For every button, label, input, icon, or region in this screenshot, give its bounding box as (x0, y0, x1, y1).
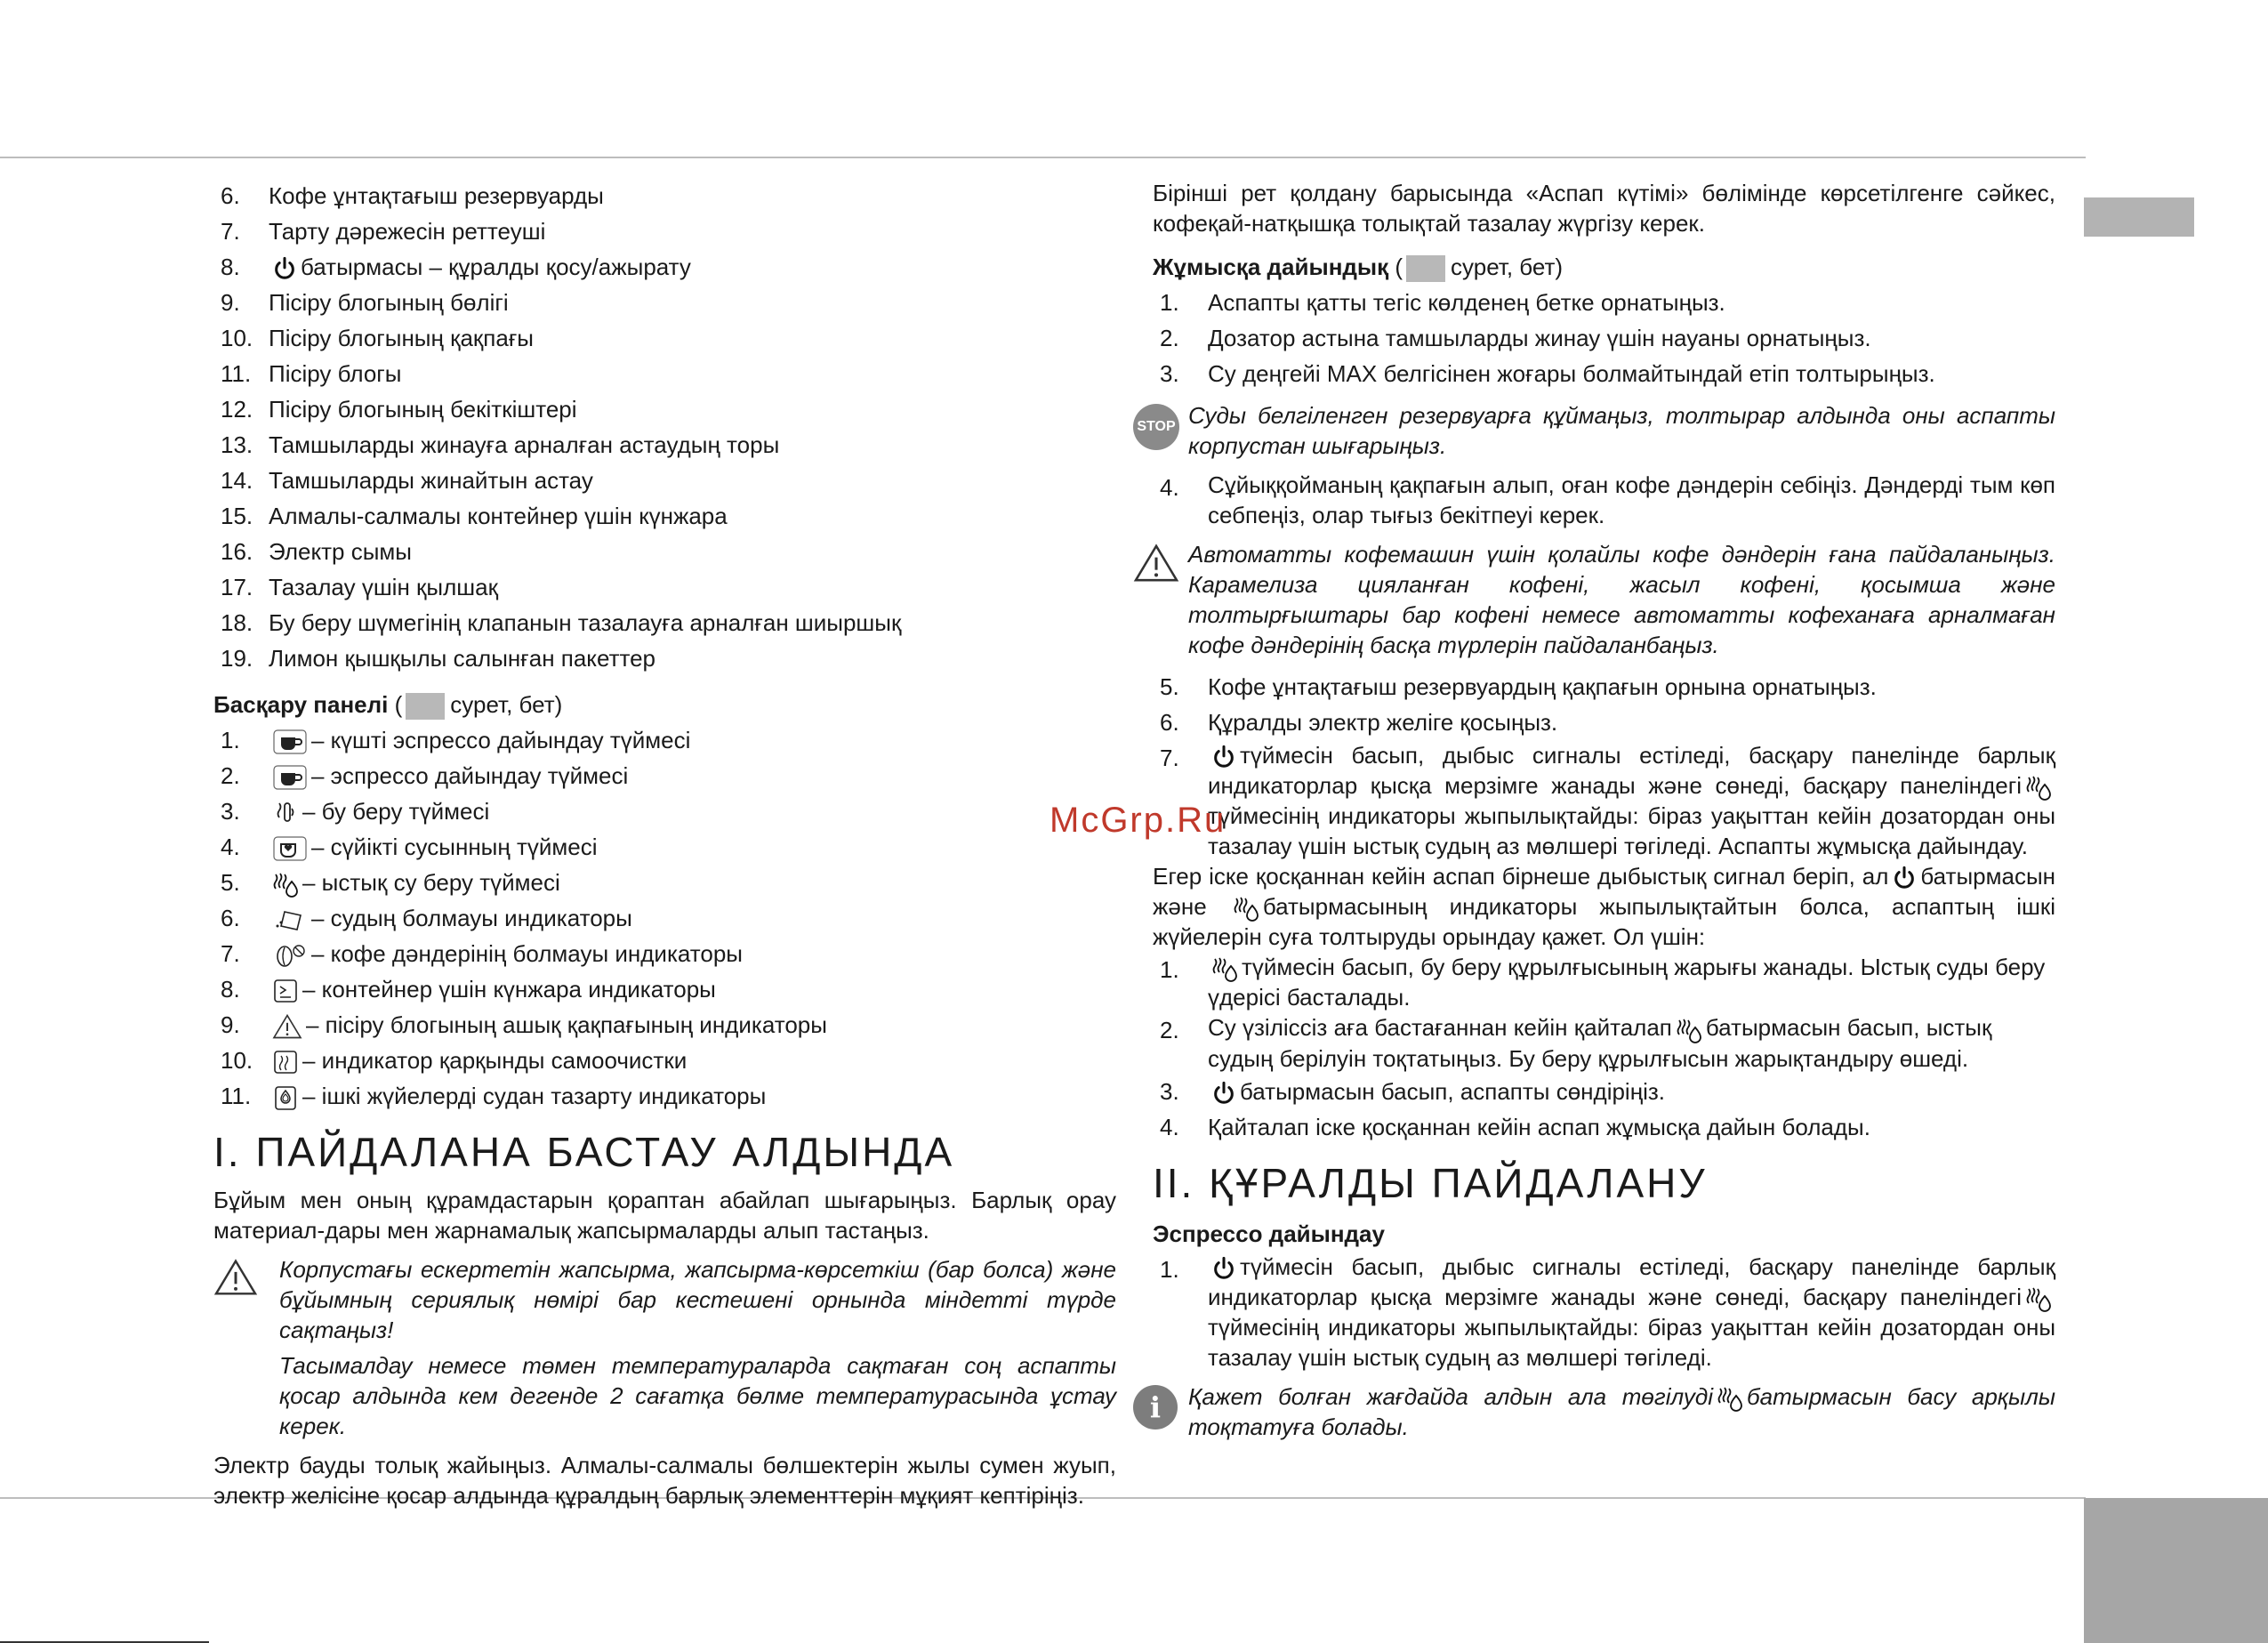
list-item: 3. Су деңгейі MAX белгісінен жоғары болмайтындай етіп толтырыңыз. (1160, 360, 1935, 387)
preparation-heading: Жұмысқа дайындық ( сурет, бет) (1153, 249, 2055, 285)
list-item: 9. Пісіру блогының бөлігі (221, 289, 509, 316)
list-item: 6. – судың болмауы индикаторы (213, 900, 1116, 936)
list-item: 7. түймесін басып, дыбыс сигналы естіледі, басқару панелінде барлық индикаторлар қысқа мерзімге жанады және сөнеді, басқару панеліндегітүймесінің индикаторы жыпылықтайды: біраз уақыттан кейін дозатордан оны тазалау үшін ыстық судың аз мөлшері төгіледі. Аспапты жұмысқа дайындау. (1160, 742, 2055, 860)
left-column (213, 178, 1116, 1510)
list-item: 7. – кофе дәндерінің болмауы индикаторы (213, 936, 1116, 971)
hot-water-icon (1233, 895, 1259, 922)
hot-water-icon (2025, 774, 2052, 801)
hot-water-icon (272, 871, 299, 898)
first-use-paragraph: Бірінші рет қолдану барысында «Аспап күтімі» бөлімінде көрсетілгенге сәйкес, кофеқай-натқышқа толықтай тазалау жүргізу керек. (1153, 180, 2055, 237)
list-item: 16. Электр сымы (221, 538, 412, 565)
list-item: 11. – ішкі жүйелерді судан тазарту индикаторы (213, 1078, 1116, 1114)
power-icon (272, 256, 297, 281)
list-item: 2. Дозатор астына тамшыларды жинау үшін науаны орнатыңыз. (1160, 325, 1871, 351)
cord-paragraph: Электр бауды толық жайыңыз. Алмалы-салмалы бөлшектерін жылы сумен жуып, электр желісіне қосар алдында құралдың барлық элементтерін мұқият кептіріңіз. (213, 1452, 1116, 1509)
drain-icon (272, 1084, 299, 1111)
corner-page-block (2084, 1498, 2268, 1643)
steam-icon (272, 800, 299, 826)
figure-ref-box (406, 693, 445, 720)
list-item: 3. батырмасын басып, аспапты сөндіріңіз. (1160, 1077, 1665, 1105)
list-item: 1. Аспапты қатты тегіс көлденең бетке орнатыңыз. (1160, 289, 1725, 316)
conditional-paragraph: Егер іске қосқаннан кейін аспап бірнеше дыбыстық сигнал беріп, ал батырмасын және батырмасының индикаторы жыпылықтайтын болса, аспаптың ішкі жүйелерін суға толтыруды орындау қажет. Ол үшін: (1153, 863, 2055, 951)
list-item: 1. түймесін басып, дыбыс сигналы естіледі, басқару панелінде барлық индикаторлар қысқа мерзімге жанады және сөнеді, басқару панеліндегітүймесінің индикаторы жыпылықтайды: біраз уақыттан кейін дозатордан оны тазалау үшін ыстық судың аз мөлшері төгіледі. (1160, 1252, 2055, 1371)
list-item: 14. Тамшыларды жинайтын астау (221, 467, 593, 494)
fill-steps (1153, 952, 2055, 1144)
list-item: 2. – эспрессо дайындау түймесі (213, 758, 1116, 793)
components-list (213, 178, 1116, 676)
info-note: i Қажет болған жағдайда алдын ала төгілуді батырмасын басу арқылы тоқтатуға болады. (1153, 1381, 2055, 1442)
no-beans-icon (272, 942, 308, 969)
info-icon: i (1133, 1385, 1178, 1430)
prep-steps (1153, 285, 2055, 391)
espresso-heading: Эспрессо дайындау (1153, 1220, 1385, 1247)
list-item: 15. Алмалы-салмалы контейнер үшін күнжара (221, 503, 728, 529)
list-item: 18. Бу беру шүмегінің клапанын тазалауға арналған шиыршық (221, 609, 902, 636)
list-item: 2. Су үзіліссіз аға бастағаннан кейін қайталап батырмасын басып, ыстық судың берілуін тоқтатыңыз. Бу беру құрылғысын жарықтандыру өшеді. (1160, 1014, 1992, 1072)
warning-icon (272, 1013, 302, 1040)
list-item: 6. Кофе ұнтақтағыш резервуарды (221, 182, 604, 209)
figure-ref-box (1406, 255, 1445, 282)
hot-water-icon (1676, 1017, 1702, 1043)
list-item: 8. – контейнер үшін күнжара индикаторы (213, 971, 1116, 1007)
list-item: 4. Сұйыққойманың қақпағын алып, оған кофе дәндерін себіңіз. Дәндерді тым көп себпеңіз, олар тығыз бекітпеуі керек. (1160, 471, 2055, 528)
stop-icon: STOP (1133, 404, 1179, 450)
list-item: 10. Пісіру блогының қақпағы (221, 325, 534, 351)
self-clean-icon (272, 1049, 299, 1075)
list-item: 4. – сүйікті сусынның түймесі (213, 829, 1116, 865)
no-water-icon (272, 906, 308, 933)
unpacking-paragraph: Бұйым мен оның құрамдастарын қораптан абайлап шығарыңыз. Барлық орау материал-дары мен жарнамалық жапсырмаларды алып тастаңыз. (213, 1187, 1116, 1244)
warning-note: Корпустағы ескертетін жапсырма, жапсырма-көрсеткіш (бар болса) және бұйымның сериялық нөмірі бар кестешені орнында міндетті түрде сақтаңыз! Тасымалдау немесе төмен температураларда сақтаған соң аспапты қосар алдында кем дегенде 2 сағатқа бөлме температурасында ұстау керек. (213, 1254, 1116, 1441)
strong-espresso-icon (272, 729, 308, 755)
list-item: 5. Кофе ұнтақтағыш резервуардың қақпағын орнына орнатыңыз. (1160, 673, 1877, 700)
list-item: 13. Тамшыларды жинауға арналған астаудың торы (221, 431, 780, 458)
list-item: 1. түймесін басып, бу беру құрылғысының жарығы жанады. Ыстық суды беру үдерісі басталады. (1160, 954, 2046, 1011)
list-item: 5. – ыстық су беру түймесі (213, 865, 1116, 900)
power-icon (1211, 1256, 1236, 1281)
hot-water-icon (1211, 955, 1238, 982)
power-icon (1892, 866, 1917, 890)
beans-warning-note: Автоматты кофемашин үшін қолайлы кофе дәндерін ғана пайдаланыңыз. Карамелиза цияланған кофені, жасыл кофені, қосымша және толтырғыштары бар кофені немесе автоматты кофеханаға арналмаған кофе дәндерінің басқа түрлерін пайдаланбаңыз. (1153, 539, 2055, 660)
list-item: 9. – пісіру блогының ашық қақпағының индикаторы (213, 1007, 1116, 1043)
power-icon (1211, 745, 1236, 769)
power-icon (1211, 1081, 1236, 1106)
list-item: 10. – индикатор қарқынды самоочистки (213, 1043, 1116, 1078)
top-rule (0, 157, 2086, 158)
section-title-1: I. ПАЙДАЛАНА БАСТАУ АЛДЫНДА (213, 1129, 955, 1175)
hot-water-icon (1717, 1385, 1743, 1412)
watermark: McGrp.Ru (1050, 801, 1226, 840)
section-title-2: II. ҚҰРАЛДЫ ПАЙДАЛАНУ (1153, 1159, 1708, 1206)
list-item: 4. Қайталап іске қосқаннан кейін аспап жұмысқа дайын болады. (1160, 1113, 1870, 1140)
espresso-icon (272, 764, 308, 791)
list-item: 7. Тарту дәрежесін реттеуші (221, 218, 546, 245)
list-item: 12. Пісіру блогының бекіткіштері (221, 396, 577, 423)
prep-steps-continued (1153, 669, 2055, 861)
list-item: 1. – күшті эспрессо дайындау түймесі (213, 722, 1116, 758)
list-item: 3. – бу беру түймесі (213, 793, 1116, 829)
grounds-container-icon (272, 978, 299, 1004)
list-item: 11. Пісіру блогы (221, 360, 402, 387)
list-item: 8. батырмасы – құралды қосу/ажырату (221, 254, 691, 280)
list-item: 19. Лимон қышқылы салынған пакеттер (221, 645, 656, 672)
stop-note: STOP Суды белгіленген резервуарға құймаңыз, толтырар алдында оны аспапты корпустан шығарыңыз. (1153, 400, 2055, 461)
favorite-drink-icon (272, 835, 308, 862)
control-panel-list (213, 722, 1116, 1114)
list-item: 6. Құралды электр желіге қосыңыз. (1160, 709, 1558, 736)
side-tab-marker (2084, 197, 2194, 237)
warning-icon (1133, 543, 1179, 584)
control-panel-heading: Басқару панелі ( сурет, бет) (213, 687, 1116, 722)
warning-icon (213, 1258, 258, 1297)
list-item: 17. Тазалау үшін қылшақ (221, 574, 498, 600)
hot-water-icon (2025, 1285, 2052, 1312)
